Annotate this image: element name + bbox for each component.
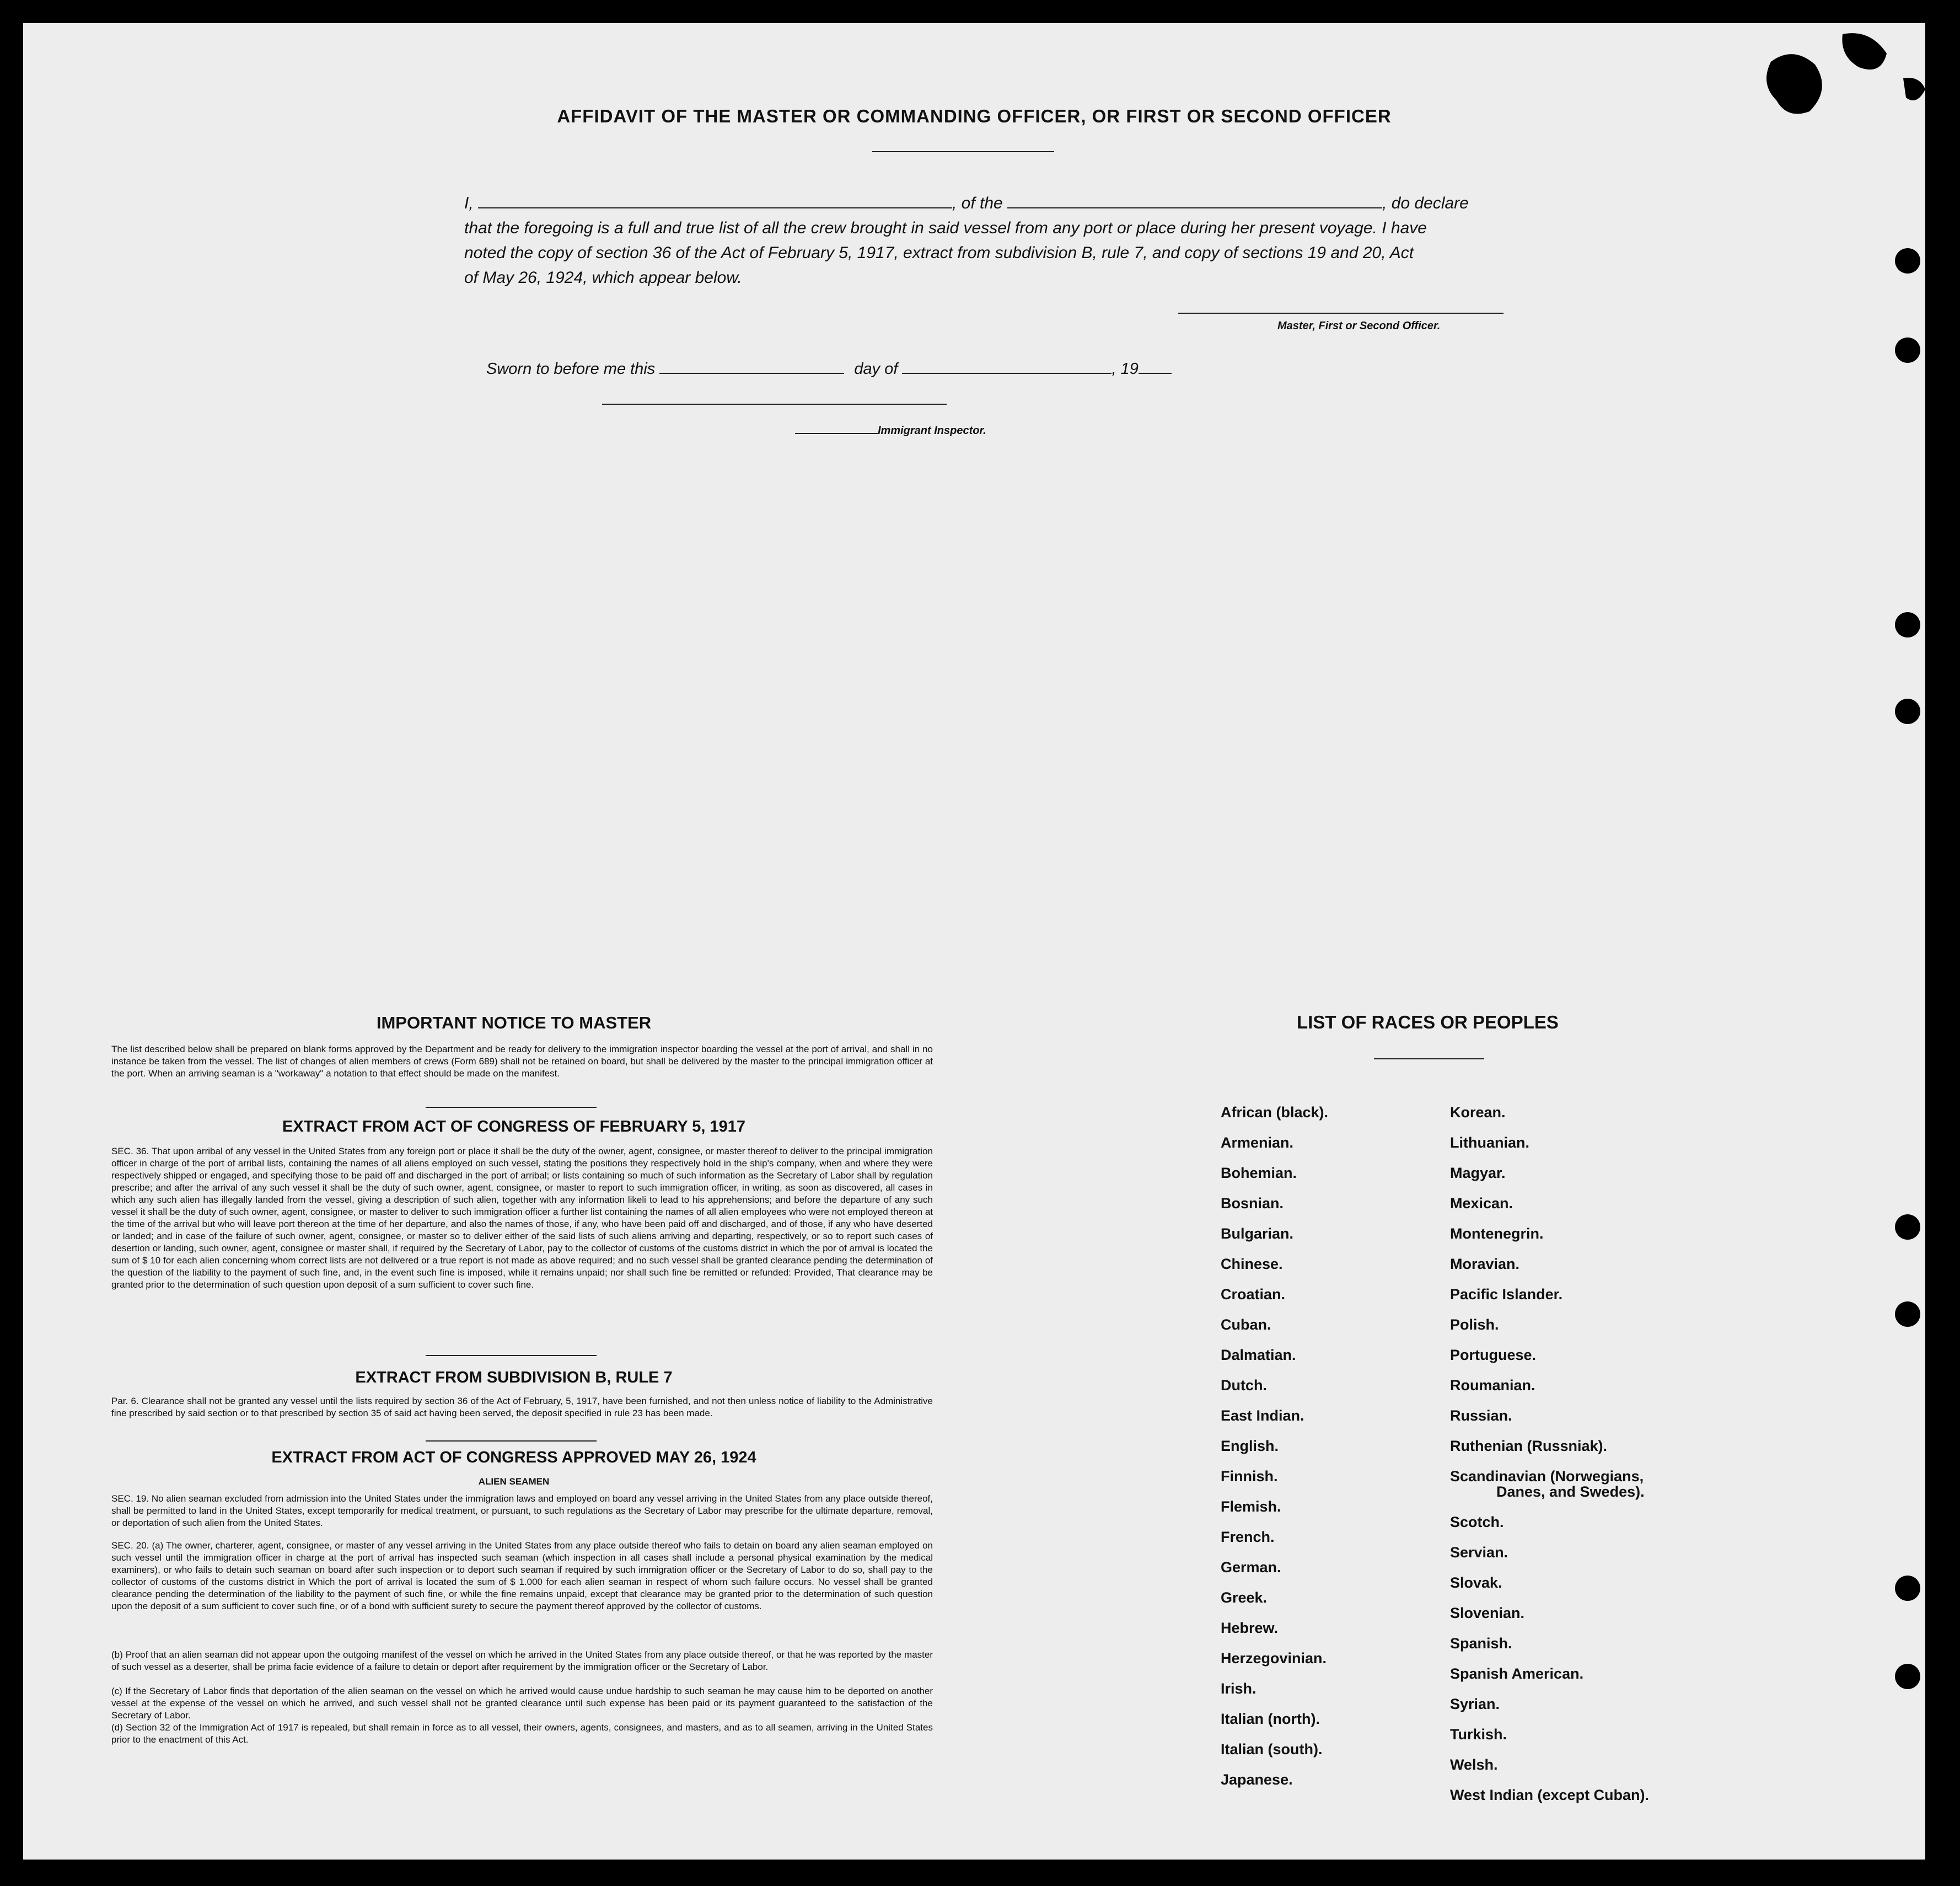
race-item: Ruthenian (Russniak). bbox=[1450, 1438, 1608, 1454]
sworn-line bbox=[486, 354, 1172, 378]
race-item: Flemish. bbox=[1221, 1498, 1281, 1515]
declaration-line-4: of May 26, 1924, which appear below. bbox=[464, 269, 742, 287]
title-rule bbox=[872, 151, 1054, 152]
race-item: Montenegrin. bbox=[1450, 1225, 1544, 1242]
race-item: Herzegovinian. bbox=[1221, 1650, 1327, 1667]
extract-1924-sec20c: (c) If the Secretary of Labor finds that deportation of the alien seaman on the vessel on which he arrived would cause undue hardship to such seaman he may cause him to be deported on another vessel at the expense of the vessel on which he arrived, and such vessel shall not be granted clearance until such expense has been paid or its payment guaranteed to the satisfaction of the Secretary of Labor. bbox=[111, 1686, 933, 1721]
signature-line[interactable] bbox=[1178, 313, 1503, 314]
declaration-line-2: that the foregoing is a full and true list of all the crew brought in said vessel from any port or place during her present voyage. I have bbox=[464, 219, 1427, 237]
sworn-year-blank[interactable] bbox=[1139, 354, 1172, 374]
sworn-year: , 19 bbox=[1111, 360, 1139, 378]
affidavit-title: AFFIDAVIT OF THE MASTER OR COMMANDING OFFICER, OR FIRST OR SECOND OFFICER bbox=[557, 106, 1392, 126]
extract-1924-sec20d: (d) Section 32 of the Immigration Act of 1917 is repealed, but shall remain in force as to all vessel, their owners, agents, consignees, and masters, and as to all seamen, arriving in the United States prior to the enactment of this Act. bbox=[111, 1722, 933, 1745]
inspector-label: Immigrant Inspector. bbox=[878, 425, 986, 437]
race-item: Finnish. bbox=[1221, 1468, 1278, 1485]
notice-title: IMPORTANT NOTICE TO MASTER bbox=[376, 1013, 652, 1032]
binder-hole-6 bbox=[1895, 1301, 1920, 1327]
binder-hole-2 bbox=[1895, 337, 1920, 363]
extract-1917-title: EXTRACT FROM ACT OF CONGRESS OF FEBRUARY 5, 1917 bbox=[282, 1118, 746, 1135]
race-item: Russian. bbox=[1450, 1407, 1512, 1424]
race-item: Servian. bbox=[1450, 1544, 1508, 1561]
race-item: German. bbox=[1221, 1559, 1281, 1576]
race-item: Welsh. bbox=[1450, 1756, 1498, 1773]
race-item: Italian (south). bbox=[1221, 1741, 1323, 1758]
race-item: Slovenian. bbox=[1450, 1605, 1525, 1621]
name-blank[interactable] bbox=[478, 189, 952, 208]
race-item: Moravian. bbox=[1450, 1256, 1520, 1272]
race-item: Slovak. bbox=[1450, 1574, 1502, 1591]
sworn-day-blank[interactable] bbox=[659, 354, 844, 374]
rule7-text: Par. 6. Clearance shall not be granted any vessel until the lists required by section 36 of the Act of February, 5, 1917, have been furnished, and not then unless notice of liability to the Administrative fine prescribed by said section or to that prescribed by section 35 of said act having been served, the deposit specified in rule 23 has been made. bbox=[111, 1396, 933, 1418]
decl-do-declare-text: , do declare bbox=[1382, 194, 1469, 212]
race-item: Greek. bbox=[1221, 1589, 1268, 1606]
race-item: Bosnian. bbox=[1221, 1195, 1284, 1212]
decl-of-the-text: , of the bbox=[952, 194, 1003, 212]
race-item: French. bbox=[1221, 1529, 1275, 1545]
race-item: African (black). bbox=[1221, 1104, 1329, 1121]
sworn-month-blank[interactable] bbox=[902, 354, 1111, 374]
race-item: Chinese. bbox=[1221, 1256, 1283, 1272]
extract-1924-title: EXTRACT FROM ACT OF CONGRESS APPROVED MAY 26, 1924 bbox=[271, 1449, 756, 1466]
race-item: Turkish. bbox=[1450, 1726, 1507, 1743]
document-page bbox=[23, 23, 1925, 1860]
decl-i-text: I, bbox=[464, 194, 474, 212]
race-item: Spanish. bbox=[1450, 1635, 1512, 1652]
race-item: Irish. bbox=[1221, 1680, 1256, 1697]
race-item: Portuguese. bbox=[1450, 1347, 1537, 1363]
races-column-1 bbox=[1221, 1097, 1328, 1795]
inspector-signature-line[interactable] bbox=[602, 404, 947, 405]
extract-1924-sec19: SEC. 19. No alien seaman excluded from admission into the United States under the immigration laws and employed on board any vessel arriving in the United States from any place outside thereof, shall be permitted to land in the United States, except temporarily for medical treatment, or pursuant, to such regulations as the Secretary of Labor may prescribe for the ultimate departure, removal, or deportation of such alien from the United States. bbox=[111, 1493, 933, 1528]
races-rule bbox=[1374, 1058, 1484, 1059]
race-item: Croatian. bbox=[1221, 1286, 1286, 1303]
notice-text: The list described below shall be prepared on blank forms approved by the Department and be ready for delivery to the immigration inspector boarding the vessel at the port of arrival, and shall in no instance be taken from the vessel. The list of changes of alien members of crews (Form 689) shall not be retained on board, but shall be delivered by the master to the principal immigration officer at the port. When an arriving seaman is a "workaway" a notation to that effect should be made on the manifest. bbox=[111, 1044, 933, 1079]
race-item: East Indian. bbox=[1221, 1407, 1304, 1424]
race-item: Dalmatian. bbox=[1221, 1347, 1296, 1363]
rule7-title: EXTRACT FROM SUBDIVISION B, RULE 7 bbox=[355, 1369, 673, 1386]
race-item: Bulgarian. bbox=[1221, 1225, 1294, 1242]
race-item: Roumanian. bbox=[1450, 1377, 1535, 1394]
race-item: English. bbox=[1221, 1438, 1279, 1454]
race-item: Syrian. bbox=[1450, 1696, 1500, 1712]
binder-hole-7 bbox=[1895, 1576, 1920, 1601]
binder-hole-1 bbox=[1895, 248, 1920, 274]
race-item: Danes, and Swedes). bbox=[1496, 1483, 1645, 1500]
binder-hole-5 bbox=[1895, 1214, 1920, 1240]
race-item: Scandinavian (Norwegians, bbox=[1450, 1468, 1644, 1485]
race-item: Dutch. bbox=[1221, 1377, 1267, 1394]
declaration-line-1 bbox=[464, 189, 1732, 216]
inspector-blank[interactable] bbox=[795, 423, 878, 434]
race-item: Korean. bbox=[1450, 1104, 1506, 1121]
binder-hole-8 bbox=[1895, 1664, 1920, 1689]
notice-rule bbox=[426, 1107, 597, 1108]
race-item: Scotch. bbox=[1450, 1514, 1504, 1530]
signature-label: Master, First or Second Officer. bbox=[1277, 320, 1441, 332]
race-item: Cuban. bbox=[1221, 1316, 1271, 1333]
alien-seamen-subtitle: ALIEN SEAMEN bbox=[478, 1476, 550, 1487]
race-item: Armenian. bbox=[1221, 1134, 1294, 1151]
binder-hole-4 bbox=[1895, 699, 1920, 724]
extract-1924-sec20a: SEC. 20. (a) The owner, charterer, agent, consignee, or master of any vessel arriving in the United States from any place outside thereof who fails to detain on board any alien seaman employed on such vessel until the immigration officer in charge at the port of arrival has inspected such seaman (which inspection in all cases shall include a personal physical examination by the medical examiners), or who fails to detain such seaman on board after such inspection or to deport such seaman if required by such immigration officer or the Secretary of Labor to do so, shall pay to the collector of customs of the customs district in Which the port of arrival is located the sum of $ 1.000 for each alien seaman in respect of whom such failure occurs. No vessel shall be granted clearance pending the determination of the liability to the payment of such fine, or while the fine remains unpaid, except that clearance may be granted prior to the determination of such question upon the deposit of a sum sufficient to cover such fine, or of a bond with sufficient surety to secure the payment thereof approved by the collector of customs. bbox=[111, 1540, 933, 1611]
race-item: West Indian (except Cuban). bbox=[1450, 1787, 1650, 1803]
extract-1917-rule bbox=[426, 1355, 597, 1356]
race-item: Magyar. bbox=[1450, 1165, 1506, 1181]
extract-1917-text: SEC. 36. That upon arribal of any vessel in the United States from any foreign port or place it shall be the duty of the owner, agent, consignee, or master thereof to deliver to the principal immigration officer in charge of the port of arribal lists, containing the names of all aliens employed on such vessel, stating the positions they respectively hold in the ship's company, when and where they were respectively shipped or engaged, and specifying those to be paid off and discharged in the port of arribal; or lists containing so much of such information as the Secretary of Labor shall by regulation prescribe; and after the arrival of any such vessel it shall be the duty of such owner, agent, consignee, or master to report to such immigration officer, in writing, as soon as discovered, all cases in which any such alien has illegally landed from the vessel, giving a description of such alien, together with any information likeli to lead to his apprehensions; and before the departure of any such vessel it shall be the duty of such owner, agent, consignee, or master to deliver to such immigration officer a further list containing the names of all alien employees who were not employed thereon at the time of the arrival but who will leave port thereon at the time of her departure, and also the names of those, if any, who have been paid off and discharged, and of those, if any who have deserted or landed; and in case of the failure of such owner, agent, consignee, or master so to deliver either of the said lists of such aliens arriving and departing, respectively, or so to report such cases of desertion or landing, such owner, agent, consignee or master shall, if required by the Secretary of Labor, pay to the collector of customs of the customs district in which the por of arrival is located the sum of $ 10 for each alien concerning whom correct lists are not delivered or a true report is not made as above required; and no such vessel shall be granted clearance pending the determination of the question of the liability to the payment of such fine, and, in the event such fine is imposed, while it remains unpaid; nor shall such fine be remitted or refunded: Provided, That clearance may be granted prior to the determination of such question upon deposit of a sum sufficient to cover such fine. bbox=[111, 1146, 933, 1290]
race-item: Lithuanian. bbox=[1450, 1134, 1529, 1151]
inspector-label-wrap bbox=[795, 423, 986, 437]
vessel-blank[interactable] bbox=[1007, 189, 1382, 208]
sworn-day-of: day of bbox=[854, 360, 898, 378]
race-item: Mexican. bbox=[1450, 1195, 1513, 1212]
declaration-line-3: noted the copy of section 36 of the Act of February 5, 1917, extract from subdivision B, rule 7, and copy of sections 19 and 20, Act bbox=[464, 244, 1414, 262]
sworn-prefix: Sworn to before me this bbox=[486, 360, 656, 378]
declaration bbox=[464, 189, 1732, 290]
races-column-2 bbox=[1450, 1097, 1649, 1810]
race-item: Hebrew. bbox=[1221, 1620, 1279, 1636]
rule7-rule bbox=[426, 1440, 597, 1442]
torn-corner bbox=[1721, 23, 1925, 139]
race-item: Bohemian. bbox=[1221, 1165, 1297, 1181]
races-title: LIST OF RACES OR PEOPLES bbox=[1297, 1012, 1559, 1032]
race-item: Japanese. bbox=[1221, 1771, 1293, 1788]
race-item: Italian (north). bbox=[1221, 1711, 1320, 1727]
race-item: Polish. bbox=[1450, 1316, 1499, 1333]
binder-hole-3 bbox=[1895, 612, 1920, 637]
extract-1924-sec20b: (b) Proof that an alien seaman did not appear upon the outgoing manifest of the vessel on which he arrived in the United States from any place outside thereof, or that he was reported by the master of such vessel as a deserter, shall be prima facie evidence of a failure to detain or deport after requirement by the immigration officer or the Secretary of Labor. bbox=[111, 1649, 933, 1672]
race-item: Pacific Islander. bbox=[1450, 1286, 1563, 1303]
race-item: Spanish American. bbox=[1450, 1665, 1584, 1682]
